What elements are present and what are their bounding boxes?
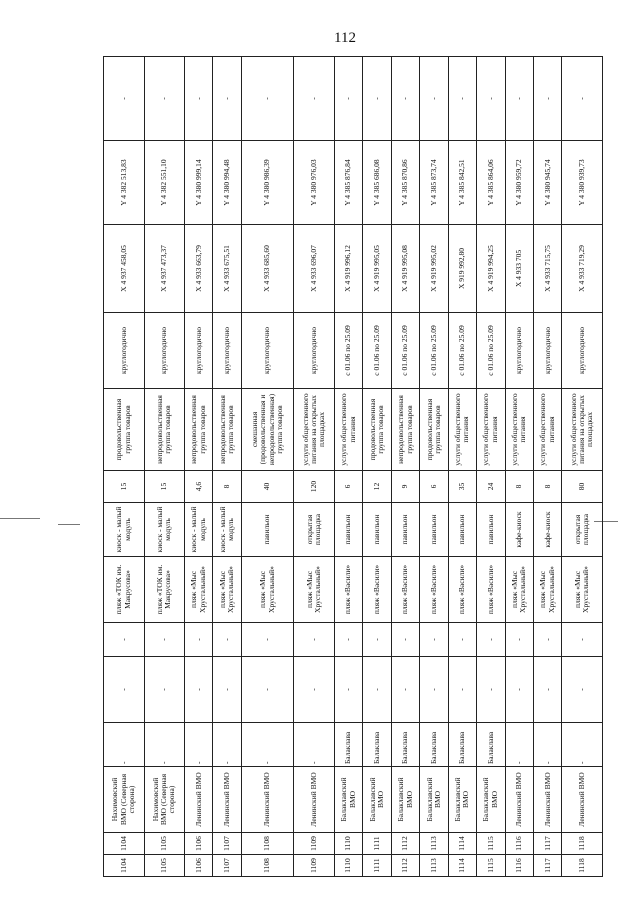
location-cell: пляж «Васили» [363, 557, 391, 623]
row-number-cell: 1111 [363, 855, 391, 877]
y-coordinate-cell: Y 4 380 959,72 [505, 141, 533, 225]
row-id-cell: 1109 [294, 833, 335, 855]
x-coordinate-cell: X 4 919 994,25 [477, 225, 505, 313]
location-cell: пляж «Васили» [391, 557, 419, 623]
x-coordinate-cell: X 4 933 705 [505, 225, 533, 313]
settlement-cell: - [505, 723, 533, 767]
address-cell: - [334, 657, 362, 723]
period-cell: круглогодично [144, 313, 185, 389]
note-cell: - [241, 57, 294, 141]
object-type-cell: павильон [391, 503, 419, 557]
y-coordinate-cell: Y 4 385 873,74 [420, 141, 448, 225]
address-cell: - [294, 657, 335, 723]
note-cell: - [104, 57, 145, 141]
period-cell: с 01.06 по 25.09 [420, 313, 448, 389]
cadastral-cell: - [294, 623, 335, 657]
y-coordinate-cell: Y 4 382 551,10 [144, 141, 185, 225]
specialization-cell: услуги общественного питания [477, 389, 505, 471]
specialization-cell: услуги общественного питания [448, 389, 476, 471]
specialization-cell: непродовольственная группа товаров [213, 389, 241, 471]
table-row [505, 57, 533, 877]
period-cell: с 01.06 по 25.09 [448, 313, 476, 389]
location-cell: пляж «Мыс Хрустальный» [294, 557, 335, 623]
table-row [241, 57, 294, 877]
table-row [562, 57, 603, 877]
y-coordinate-cell: Y 4 385 842,51 [448, 141, 476, 225]
y-coordinate-cell: Y 4 380 999,14 [185, 141, 213, 225]
period-cell: круглогодично [534, 313, 562, 389]
location-cell: пляж «ТОК им. Макрусова» [144, 557, 185, 623]
table-row [448, 57, 476, 877]
period-cell: круглогодично [294, 313, 335, 389]
table-row [363, 57, 391, 877]
address-cell: - [448, 657, 476, 723]
address-cell: - [562, 657, 603, 723]
y-coordinate-cell: Y 4 380 945,74 [534, 141, 562, 225]
object-type-cell: кафе-киоск [534, 503, 562, 557]
row-id-cell: 1112 [391, 833, 419, 855]
row-number-cell: 1116 [505, 855, 533, 877]
y-coordinate-cell: Y 4 380 939,73 [562, 141, 603, 225]
cadastral-cell: - [334, 623, 362, 657]
object-type-cell: открытая площадка [562, 503, 603, 557]
table-body [104, 57, 603, 877]
row-id-cell: 1107 [213, 833, 241, 855]
row-id-cell: 1106 [185, 833, 213, 855]
note-cell: - [420, 57, 448, 141]
x-coordinate-cell: X 4 933 719,29 [562, 225, 603, 313]
district-cell: Балаклавский ВМО [391, 767, 419, 833]
object-type-cell: павильон [420, 503, 448, 557]
period-cell: круглогодично [104, 313, 145, 389]
y-coordinate-cell: Y 4 380 986,39 [241, 141, 294, 225]
table-row [294, 57, 335, 877]
location-cell: пляж «Васили» [477, 557, 505, 623]
period-cell: круглогодично [505, 313, 533, 389]
cadastral-cell: - [448, 623, 476, 657]
cadastral-cell: - [241, 623, 294, 657]
specialization-cell: непродовольственная группа товаров [185, 389, 213, 471]
address-cell: - [144, 657, 185, 723]
location-cell: пляж «Мыс Хрустальный» [185, 557, 213, 623]
object-type-cell: киоск - малый модуль [144, 503, 185, 557]
table-row [477, 57, 505, 877]
area-cell: 8 [534, 471, 562, 503]
table-row [185, 57, 213, 877]
area-cell: 15 [144, 471, 185, 503]
row-number-cell: 1106 [185, 855, 213, 877]
rotated-table-wrapper [103, 57, 603, 877]
row-number-cell: 1112 [391, 855, 419, 877]
note-cell: - [534, 57, 562, 141]
y-coordinate-cell: Y 4 380 994,48 [213, 141, 241, 225]
specialization-cell: услуги общественного питания [534, 389, 562, 471]
row-number-cell: 1115 [477, 855, 505, 877]
specialization-cell: непродовольственная группа товаров [391, 389, 419, 471]
location-cell: пляж «Васили» [334, 557, 362, 623]
area-cell: 40 [241, 471, 294, 503]
object-type-cell: павильон [334, 503, 362, 557]
scan-artifact [58, 524, 80, 525]
address-cell: - [420, 657, 448, 723]
y-coordinate-cell: Y 4 385 876,84 [334, 141, 362, 225]
location-cell: пляж «Васили» [448, 557, 476, 623]
note-cell: - [185, 57, 213, 141]
district-cell: Балаклавский ВМО [420, 767, 448, 833]
object-type-cell: киоск - малый модуль [104, 503, 145, 557]
district-cell: Балаклавский ВМО [363, 767, 391, 833]
period-cell: с 01.06 по 25.09 [391, 313, 419, 389]
district-cell: Ленинский ВМО [213, 767, 241, 833]
note-cell: - [144, 57, 185, 141]
row-id-cell: 1114 [448, 833, 476, 855]
settlement-cell: Балаклава [391, 723, 419, 767]
specialization-cell: услуги общественного питания [505, 389, 533, 471]
table-row [213, 57, 241, 877]
note-cell: - [448, 57, 476, 141]
cadastral-cell: - [213, 623, 241, 657]
row-id-cell: 1105 [144, 833, 185, 855]
object-type-cell: павильон [363, 503, 391, 557]
settlement-cell: - [185, 723, 213, 767]
row-number-cell: 1118 [562, 855, 603, 877]
y-coordinate-cell: Y 4 382 513,83 [104, 141, 145, 225]
district-cell: Ленинский ВМО [241, 767, 294, 833]
specialization-cell: услуги общественного питания на открытых площадках [562, 389, 603, 471]
area-cell: 8 [505, 471, 533, 503]
specialization-cell: непродовольственная группа товаров [144, 389, 185, 471]
note-cell: - [294, 57, 335, 141]
row-number-cell: 1108 [241, 855, 294, 877]
address-cell: - [363, 657, 391, 723]
district-cell: Ленинский ВМО [294, 767, 335, 833]
note-cell: - [213, 57, 241, 141]
x-coordinate-cell: X 4 933 696,07 [294, 225, 335, 313]
y-coordinate-cell: Y 4 385 870,86 [391, 141, 419, 225]
row-id-cell: 1111 [363, 833, 391, 855]
settlement-cell: Балаклава [334, 723, 362, 767]
row-id-cell: 1108 [241, 833, 294, 855]
specialization-cell: услуги общественного питания [334, 389, 362, 471]
specialization-cell: смешанная (продовольственная и непродовольственная) группа товаров [241, 389, 294, 471]
cadastral-cell: - [391, 623, 419, 657]
object-type-cell: киоск - малый модуль [185, 503, 213, 557]
area-cell: 24 [477, 471, 505, 503]
cadastral-cell: - [185, 623, 213, 657]
area-cell: 9 [391, 471, 419, 503]
district-cell: Ленинский ВМО [534, 767, 562, 833]
address-cell: - [185, 657, 213, 723]
period-cell: круглогодично [213, 313, 241, 389]
object-type-cell: кафе-киоск [505, 503, 533, 557]
row-id-cell: 1110 [334, 833, 362, 855]
object-type-cell: киоск - малый модуль [213, 503, 241, 557]
note-cell: - [334, 57, 362, 141]
row-number-cell: 1105 [144, 855, 185, 877]
object-type-cell: павильон [241, 503, 294, 557]
cadastral-cell: - [363, 623, 391, 657]
period-cell: с 01.06 по 25.09 [363, 313, 391, 389]
specialization-cell: продовольственная группа товаров [420, 389, 448, 471]
district-cell: Ленинский ВМО [185, 767, 213, 833]
cadastral-cell: - [144, 623, 185, 657]
row-number-cell: 1110 [334, 855, 362, 877]
note-cell: - [363, 57, 391, 141]
area-cell: 120 [294, 471, 335, 503]
address-cell: - [213, 657, 241, 723]
settlement-cell: Балаклава [477, 723, 505, 767]
settlement-cell: - [213, 723, 241, 767]
x-coordinate-cell: X 919 992,80 [448, 225, 476, 313]
district-cell: Балаклавский ВМО [334, 767, 362, 833]
row-number-cell: 1104 [104, 855, 145, 877]
page-number: 112 [334, 30, 356, 46]
location-cell: пляж «Мыс Хрустальный» [534, 557, 562, 623]
row-id-cell: 1115 [477, 833, 505, 855]
cadastral-cell: - [420, 623, 448, 657]
address-cell: - [241, 657, 294, 723]
address-cell: - [505, 657, 533, 723]
cadastral-cell: - [104, 623, 145, 657]
row-id-cell: 1118 [562, 833, 603, 855]
settlement-cell: - [294, 723, 335, 767]
x-coordinate-cell: X 4 919 995,08 [391, 225, 419, 313]
note-cell: - [391, 57, 419, 141]
location-cell: пляж «ТОК им. Макрусова» [104, 557, 145, 623]
x-coordinate-cell: X 4 933 663,79 [185, 225, 213, 313]
address-cell: - [534, 657, 562, 723]
district-cell: Балаклавский ВМО [477, 767, 505, 833]
district-cell: Ленинский ВМО [505, 767, 533, 833]
location-cell: пляж «Мыс Хрустальный» [213, 557, 241, 623]
location-cell: пляж «Васили» [420, 557, 448, 623]
x-coordinate-cell: X 4 933 685,60 [241, 225, 294, 313]
area-cell: 80 [562, 471, 603, 503]
scan-artifact [0, 518, 40, 519]
district-cell: Нахимовский ВМО (Северная сторона) [144, 767, 185, 833]
period-cell: круглогодично [562, 313, 603, 389]
cadastral-cell: - [534, 623, 562, 657]
cadastral-cell: - [562, 623, 603, 657]
settlement-cell: Балаклава [363, 723, 391, 767]
area-cell: 12 [363, 471, 391, 503]
x-coordinate-cell: X 4 937 473,37 [144, 225, 185, 313]
period-cell: с 01.06 по 25.09 [477, 313, 505, 389]
table-row [534, 57, 562, 877]
y-coordinate-cell: Y 4 385 864,06 [477, 141, 505, 225]
area-cell: 15 [104, 471, 145, 503]
x-coordinate-cell: X 4 919 996,12 [334, 225, 362, 313]
area-cell: 8 [213, 471, 241, 503]
row-number-cell: 1117 [534, 855, 562, 877]
row-number-cell: 1107 [213, 855, 241, 877]
settlement-cell: Балаклава [420, 723, 448, 767]
x-coordinate-cell: X 4 937 458,05 [104, 225, 145, 313]
address-cell: - [477, 657, 505, 723]
settlement-cell: - [144, 723, 185, 767]
district-cell: Нахимовский ВМО (Северная сторона) [104, 767, 145, 833]
area-cell: 4,6 [185, 471, 213, 503]
cadastral-cell: - [505, 623, 533, 657]
row-id-cell: 1113 [420, 833, 448, 855]
table-row [334, 57, 362, 877]
object-type-cell: павильон [448, 503, 476, 557]
note-cell: - [477, 57, 505, 141]
x-coordinate-cell: X 4 919 995,02 [420, 225, 448, 313]
settlement-cell: - [241, 723, 294, 767]
settlement-cell: - [562, 723, 603, 767]
period-cell: круглогодично [185, 313, 213, 389]
row-id-cell: 1117 [534, 833, 562, 855]
x-coordinate-cell: X 4 933 715,75 [534, 225, 562, 313]
x-coordinate-cell: X 4 933 675,51 [213, 225, 241, 313]
y-coordinate-cell: Y 4 385 686,08 [363, 141, 391, 225]
row-number-cell: 1109 [294, 855, 335, 877]
specialization-cell: продовольственная группа товаров [363, 389, 391, 471]
settlement-cell: - [534, 723, 562, 767]
note-cell: - [562, 57, 603, 141]
note-cell: - [505, 57, 533, 141]
x-coordinate-cell: X 4 919 995,05 [363, 225, 391, 313]
area-cell: 6 [334, 471, 362, 503]
specialization-cell: продовольственная группа товаров [104, 389, 145, 471]
y-coordinate-cell: Y 4 380 976,03 [294, 141, 335, 225]
address-cell: - [104, 657, 145, 723]
specialization-cell: услуги общественного питания на открытых площадках [294, 389, 335, 471]
period-cell: круглогодично [241, 313, 294, 389]
settlement-cell: Балаклава [448, 723, 476, 767]
location-cell: пляж «Мыс Хрустальный» [241, 557, 294, 623]
registry-table [103, 56, 603, 877]
district-cell: Ленинский ВМО [562, 767, 603, 833]
table-row [420, 57, 448, 877]
cadastral-cell: - [477, 623, 505, 657]
row-number-cell: 1114 [448, 855, 476, 877]
address-cell: - [391, 657, 419, 723]
location-cell: пляж «Мыс Хрустальный» [562, 557, 603, 623]
row-id-cell: 1116 [505, 833, 533, 855]
area-cell: 6 [420, 471, 448, 503]
period-cell: с 01.06 по 25.09 [334, 313, 362, 389]
area-cell: 35 [448, 471, 476, 503]
object-type-cell: открытая площадка [294, 503, 335, 557]
row-id-cell: 1104 [104, 833, 145, 855]
table-row [391, 57, 419, 877]
location-cell: пляж «Мыс Хрустальный» [505, 557, 533, 623]
object-type-cell: павильон [477, 503, 505, 557]
table-row [104, 57, 145, 877]
row-number-cell: 1113 [420, 855, 448, 877]
settlement-cell: - [104, 723, 145, 767]
table-row [144, 57, 185, 877]
district-cell: Балаклавский ВМО [448, 767, 476, 833]
